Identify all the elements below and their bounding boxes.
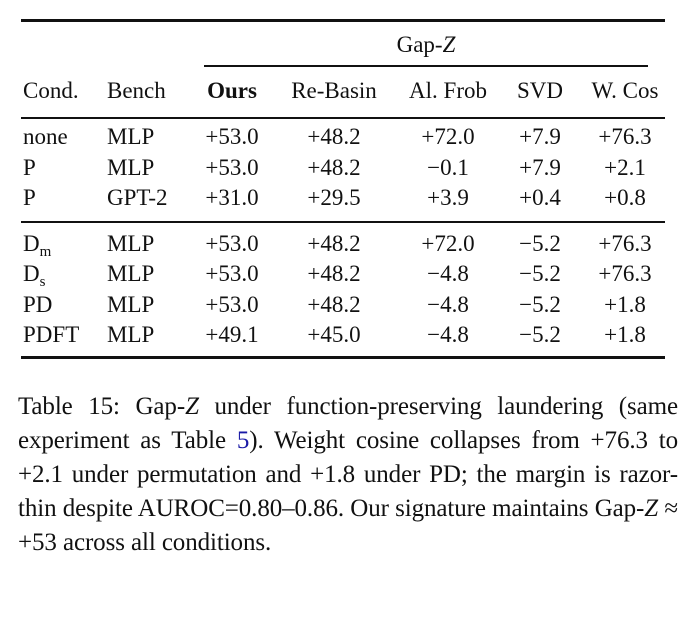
cell-svd: +7.9 <box>519 124 561 149</box>
cell-ours: +53.0 <box>205 231 259 256</box>
header-rule <box>21 117 665 119</box>
cell-bench: MLP <box>107 124 155 149</box>
cell-re-basin: +48.2 <box>307 155 361 180</box>
cell-bench: MLP <box>107 261 155 286</box>
cell-al-frob: −4.8 <box>427 292 469 317</box>
cell-w-cos: +76.3 <box>598 231 652 256</box>
col-header-w-cos: W. Cos <box>591 78 659 103</box>
cell-al-frob: +72.0 <box>421 124 475 149</box>
cell-svd: +7.9 <box>519 155 561 180</box>
cell-re-basin: +48.2 <box>307 261 361 286</box>
cell-cond: PDFT <box>23 322 80 347</box>
cell-ours: +49.1 <box>205 322 259 347</box>
col-header-re-basin: Re-Basin <box>291 78 377 103</box>
cell-bench: MLP <box>107 155 155 180</box>
cell-svd: −5.2 <box>519 231 561 256</box>
cell-cond: P <box>23 185 36 210</box>
col-header-svd: SVD <box>516 78 564 103</box>
col-header-cond: Cond. <box>23 78 79 103</box>
cell-re-basin: +45.0 <box>307 322 361 347</box>
cell-re-basin: +48.2 <box>307 231 361 256</box>
cell-w-cos: +1.8 <box>604 292 646 317</box>
cell-ours: +53.0 <box>205 124 259 149</box>
col-header-ours: Ours <box>207 78 257 103</box>
cell-svd: −5.2 <box>519 322 561 347</box>
cell-cond: P <box>23 155 36 180</box>
cell-ours: +53.0 <box>205 261 259 286</box>
cell-al-frob: +3.9 <box>427 185 469 210</box>
table-caption: Table 15: Gap-Z under function-preserving laundering (same experiment as Table 5). Weight cosine collapses from +76.3 to +2.1 under permutation and +1.8 under PD; the margin is razor-thin despite AUROC=0.80–0.86. Our signature maintains Gap-Z ≈ +53 across all conditions. <box>18 393 678 556</box>
table-top-rule <box>21 19 665 22</box>
cell-bench: MLP <box>107 292 155 317</box>
cell-re-basin: +29.5 <box>307 185 361 210</box>
cell-w-cos: +76.3 <box>598 261 652 286</box>
table-bottom-rule <box>21 356 665 359</box>
cell-w-cos: +76.3 <box>598 124 652 149</box>
cell-al-frob: +72.0 <box>421 231 475 256</box>
cell-bench: MLP <box>107 231 155 256</box>
cell-svd: −5.2 <box>519 261 561 286</box>
cell-svd: +0.4 <box>519 185 561 210</box>
cell-cond: $D_m$ <box>23 231 52 260</box>
col-header-bench: Bench <box>107 78 166 103</box>
cell-w-cos: +0.8 <box>604 185 646 210</box>
cell-al-frob: −0.1 <box>427 155 469 180</box>
cell-re-basin: +48.2 <box>307 292 361 317</box>
cell-al-frob: −4.8 <box>427 322 469 347</box>
cell-bench: GPT-2 <box>107 185 168 210</box>
col-header-al-frob: Al. Frob <box>409 78 487 103</box>
cell-ours: +31.0 <box>205 185 259 210</box>
cell-svd: −5.2 <box>519 292 561 317</box>
cell-cond: none <box>23 124 68 149</box>
cell-ours: +53.0 <box>205 292 259 317</box>
cell-ours: +53.0 <box>205 155 259 180</box>
cell-cond: $D_s$ <box>23 261 46 290</box>
table-reference-link[interactable]: 5 <box>236 427 250 454</box>
cell-bench: MLP <box>107 322 155 347</box>
cell-re-basin: +48.2 <box>307 124 361 149</box>
group-header-rule <box>204 65 648 67</box>
cell-w-cos: +1.8 <box>604 322 646 347</box>
cell-w-cos: +2.1 <box>604 155 646 180</box>
cell-al-frob: −4.8 <box>427 261 469 286</box>
cell-cond: PD <box>23 292 53 317</box>
group-separator-rule <box>21 221 665 223</box>
group-header-gap-z: Gap-Z <box>396 32 456 57</box>
